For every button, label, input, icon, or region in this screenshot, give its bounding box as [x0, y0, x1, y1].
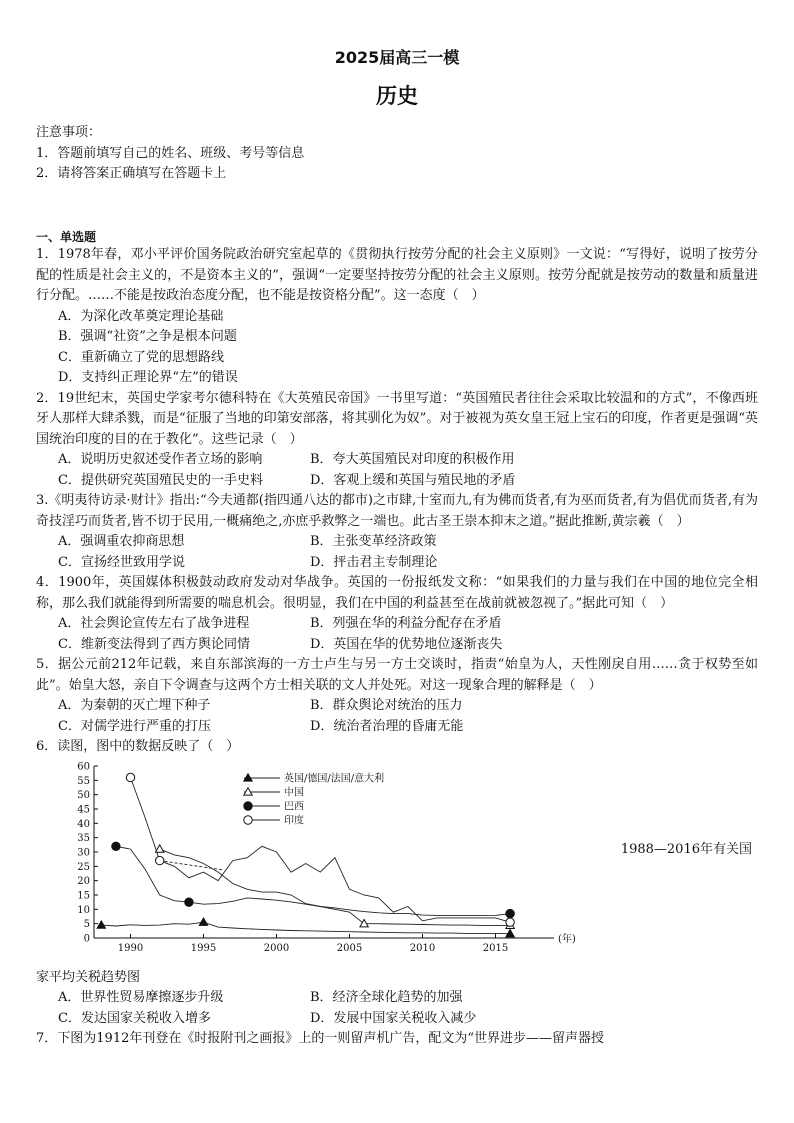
- option-b[interactable]: B．经济全球化趋势的加强: [310, 990, 463, 1005]
- y-tick-label: 30: [77, 847, 90, 858]
- question-stem: 2．19世纪末，英国史学家考尔德科特在《大英殖民帝国》一书里写道：“英国殖民者往往会采取比较温和的方式”，不像西班牙人那样大肆杀戮，而是“征服了当地的印第安部落，将其驯化为奴”。对于被视为英女皇王冠上宝石的印度，作者更是强调“英国统治印度的目的在于教化”。这些记录（ ）: [36, 390, 758, 447]
- section-heading: 一、单选题: [36, 230, 97, 244]
- data-point: [156, 856, 164, 864]
- option-d[interactable]: D．英国在华的优势地位逐渐丧失: [310, 636, 503, 652]
- question-6: [36, 737, 758, 1029]
- notice-item: 1．答题前填写自己的姓名、班级、考号等信息: [36, 145, 305, 161]
- data-point: [112, 842, 120, 850]
- option-a[interactable]: A．强调重农抑商思想: [58, 534, 185, 549]
- notice-heading: 注意事项：: [36, 125, 102, 140]
- legend-label: 巴西: [284, 801, 304, 812]
- subject-title: 历史: [376, 84, 418, 108]
- data-point: [126, 773, 134, 781]
- option-a[interactable]: A．为秦朝的灭亡埋下种子: [58, 698, 211, 713]
- question-7: [36, 1029, 758, 1050]
- option-d[interactable]: D．抨击君主专制理论: [310, 554, 438, 570]
- exam-title: 2025届高三一模: [334, 48, 460, 67]
- series-line: [116, 846, 510, 915]
- legend-marker: [244, 773, 252, 780]
- question-1: [36, 245, 758, 389]
- legend-label: 中国: [284, 787, 304, 798]
- question-stem: 7．下图为1912年刊登在《时报附刊之画报》上的一则留声机广告，配文为“世界进步——留声器授: [36, 1031, 605, 1046]
- series-line: [101, 922, 510, 934]
- question-stem: 1．1978年春，邓小平评价国务院政治研究室起草的《贯彻执行按劳分配的社会主义原则》一文说：“写得好，说明了按劳分配的性质是社会主义的，不是资本主义的”，强调“一定要坚持按劳分配的社会主义原则。按劳分配就是按劳动的数量和质量进行分配。……不能是按政治态度分配，也不能是按资格分配”。这一态度（ ）: [36, 247, 758, 303]
- x-tick-label: 1990: [117, 942, 144, 954]
- option-b[interactable]: B．夸大英国殖民对印度的积极作用: [310, 452, 515, 467]
- option-b[interactable]: B．列强在华的利益分配存在矛盾: [310, 616, 502, 631]
- option-d[interactable]: D．统治者治理的昏庸无能: [310, 718, 464, 734]
- option-d[interactable]: D．客观上缓和英国与殖民地的矛盾: [310, 472, 516, 488]
- option-a[interactable]: A．社会舆论宣传左右了战争进程: [58, 616, 250, 631]
- y-tick-label: 35: [77, 832, 90, 844]
- question-3: [36, 491, 758, 573]
- x-unit-label: (年): [558, 933, 576, 945]
- question-area: [36, 245, 758, 1050]
- question-5: [36, 655, 758, 737]
- question-stem: 4．1900年，英国媒体积极鼓动政府发动对华战争。英国的一份报纸发文称：“如果我们的力量与我们在中国的地位完全相称，那么我们就能得到所需要的喘息机会。很明显，我们在中国的利益甚至在战前就被忽视了。”据此可知（ ）: [36, 575, 758, 611]
- data-point: [199, 918, 207, 925]
- chart-caption-left: 家平均关税趋势图: [36, 969, 141, 985]
- legend-marker: [244, 801, 252, 809]
- question-4: [36, 573, 758, 655]
- y-tick-label: 50: [77, 789, 90, 801]
- legend-marker: [244, 815, 252, 823]
- y-tick-label: 60: [77, 761, 90, 772]
- option-a[interactable]: A．为深化改革奠定理论基础: [58, 308, 224, 324]
- option-b[interactable]: B．群众舆论对统治的压力: [310, 698, 463, 713]
- option-c[interactable]: C．对儒学进行严重的打压: [58, 718, 211, 734]
- data-point: [506, 909, 514, 917]
- notice-item: 2．请将答案正确填写在答题卡上: [36, 166, 227, 181]
- y-tick-label: 10: [77, 904, 90, 916]
- dashed-connector: [160, 860, 224, 869]
- option-c[interactable]: C．维新变法得到了西方舆论同情: [58, 636, 250, 652]
- tariff-line-chart: [64, 758, 584, 966]
- question-stem: 5．据公元前212年记载，来自东部滨海的一方士卢生与另一方士交谈时，指责“始皇为人，天性刚戾自用……贪于权势至如此”。始皇大怒，亲自下令调查与这两个方士相关联的文人并处死。对这一现象合理的解释是（ ）: [36, 657, 758, 693]
- question-stem: 6．读图，图中的数据反映了（ ）: [36, 739, 240, 754]
- option-c[interactable]: C．发达国家关税收入增多: [58, 1010, 211, 1026]
- question-2: [36, 389, 758, 492]
- legend-label: 印度: [284, 815, 304, 826]
- option-b[interactable]: B．主张变革经济政策: [310, 534, 437, 549]
- option-a[interactable]: A．世界性贸易摩擦逐步升级: [58, 990, 224, 1005]
- option-c[interactable]: C．宣扬经世致用学说: [58, 554, 185, 570]
- notice-block: [36, 123, 756, 185]
- data-point: [360, 919, 368, 926]
- legend-label: 英国/德国/法国/意大利: [284, 773, 385, 784]
- x-tick-label: 2015: [482, 942, 509, 954]
- data-point: [506, 929, 514, 936]
- x-tick-label: 2000: [263, 942, 290, 954]
- y-tick-label: 5: [83, 918, 90, 930]
- x-tick-label: 1995: [190, 942, 217, 954]
- y-tick-label: 25: [77, 861, 90, 873]
- legend-marker: [244, 787, 252, 794]
- data-point: [506, 918, 514, 926]
- y-tick-label: 55: [77, 775, 90, 787]
- data-point: [185, 897, 193, 905]
- option-d[interactable]: D．发展中国家关税收入减少: [310, 1010, 477, 1026]
- option-b[interactable]: B．强调“社资”之争是根本问题: [58, 329, 237, 344]
- y-tick-label: 45: [77, 804, 90, 815]
- x-tick-label: 2010: [409, 942, 436, 954]
- option-a[interactable]: A．说明历史叙述受作者立场的影响: [58, 452, 263, 467]
- option-c[interactable]: C．重新确立了党的思想路线: [58, 349, 224, 365]
- x-tick-label: 2005: [336, 942, 363, 954]
- chart-caption-right: 1988—2016年有关国: [620, 841, 752, 857]
- y-tick-label: 40: [77, 818, 90, 830]
- series-line: [160, 849, 510, 925]
- option-c[interactable]: C．提供研究英国殖民史的一手史料: [58, 472, 263, 488]
- y-tick-label: 15: [77, 890, 90, 901]
- data-point: [97, 920, 105, 927]
- y-tick-label: 0: [83, 933, 90, 944]
- data-point: [156, 844, 164, 851]
- tariff-chart-area: [36, 758, 758, 968]
- question-stem: 3.《明夷待访录·财计》指出:“今夫通都(指四通八达的都市)之市肆,十室而九,有为佛而货者,有为巫而货者,有为倡优而货者,有为奇技淫巧而货者,皆不切于民用,一概痛绝之,亦庶乎救弊之一端也。此古圣王崇本抑末之道。”据此推断,黄宗羲（ ）: [36, 493, 758, 529]
- y-tick-label: 20: [77, 875, 90, 887]
- option-d[interactable]: D．支持纠正理论界“左”的错误: [58, 370, 238, 385]
